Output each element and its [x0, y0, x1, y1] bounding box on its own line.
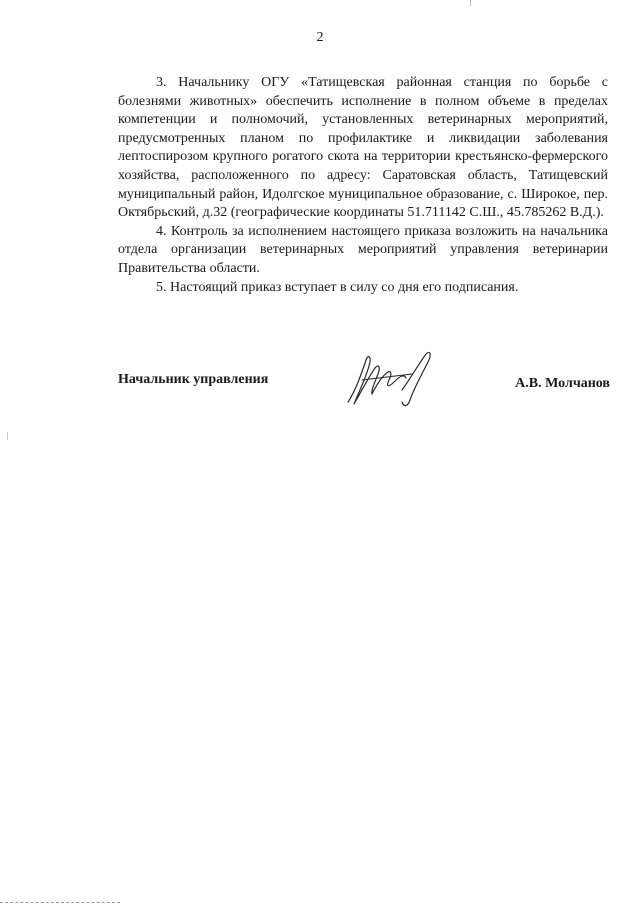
scan-artifact-bottom [0, 902, 120, 903]
scan-artifact-left [7, 432, 8, 440]
paragraph-4: 4. Контроль за исполнением настоящего приказа возложить на начальника отдела организации ветеринарных мероприятий управления ветеринарии Правительства области. [118, 223, 608, 276]
page-number: 2 [316, 30, 324, 45]
signatory-title: Начальник управления [118, 372, 269, 387]
signatory-name: А.В. Молчанов [515, 376, 610, 391]
signature-block [118, 350, 610, 410]
document-body [118, 74, 608, 297]
paragraph-5: 5. Настоящий приказ вступает в силу со дня его подписания. [156, 279, 519, 295]
scan-artifact-top [470, 0, 471, 6]
paragraph-3: 3. Начальнику ОГУ «Татищевская районная станция по борьбе с болезнями животных» обеспечить исполнение в полном объеме в пределах компетенции и полномочий, установленных ветеринарных мероприятий, предусмотренных планом по профилактике и ликвидации заболевания лептоспирозом крупного рогатого скота на территории крестьянско-фермерского хозяйства, расположенного по адресу: Саратовская область, Татищевский муниципальный район, Идолгское муниципальное образование, с. Широкое, пер. Октябрьский, д.32 (географические координаты 51.711142 С.Ш., 45.785262 В.Д.). [118, 75, 608, 221]
handwritten-signature [342, 350, 442, 410]
